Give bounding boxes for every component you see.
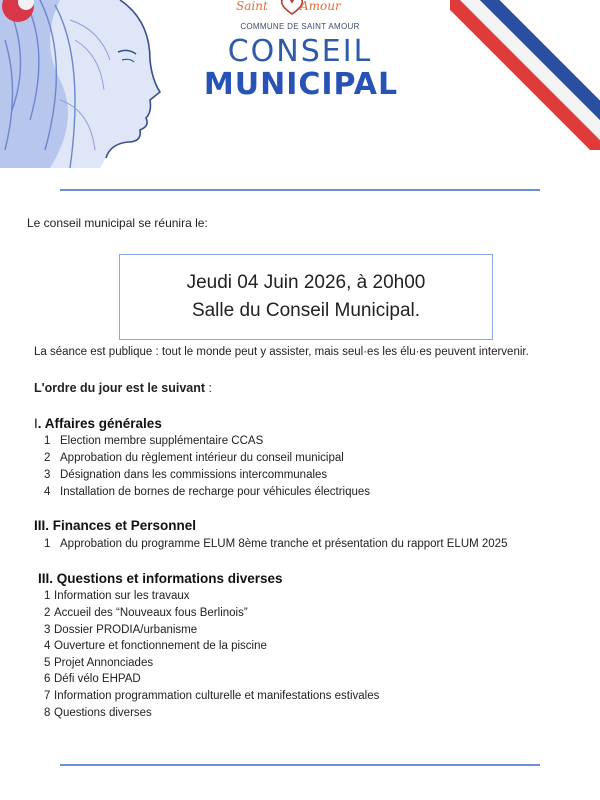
section-num-1: I	[34, 416, 38, 431]
marianne-illustration	[0, 0, 182, 168]
intro-text: Le conseil municipal se réunira le:	[27, 216, 208, 230]
section-title-text-1: . Affaires générales	[37, 416, 162, 431]
public-notice: La séance est publique : tout le monde peut y assister, mais seul·es les élu·es peuvent intervenir.	[34, 346, 529, 358]
svg-text:Saint: Saint	[236, 0, 268, 13]
list-item: 1 Approbation du programme ELUM 8ème tranche et présentation du rapport ELUM 2025	[44, 538, 508, 550]
meeting-date: Jeudi 04 Juin 2026, à 20h00	[186, 272, 426, 293]
agenda-intro-rest: :	[205, 381, 213, 395]
section-title-1	[34, 416, 162, 431]
list-item: 3 Dossier PRODIA/urbanisme	[44, 624, 198, 636]
list-item: 1 Information sur les travaux	[44, 590, 190, 602]
tricolor-ribbon	[450, 0, 600, 150]
header	[0, 0, 600, 168]
divider-top	[60, 189, 540, 191]
list-item: 5 Projet Annonciades	[44, 657, 154, 669]
commune-name: COMMUNE DE SAINT AMOUR	[240, 22, 360, 31]
agenda-intro-bold: L'ordre du jour est le suivant	[34, 381, 206, 395]
section-title-3: III. Questions et informations diverses	[38, 571, 283, 586]
section-title-2: III. Finances et Personnel	[34, 518, 197, 533]
list-item: 2 Approbation du règlement intérieur du conseil municipal	[44, 452, 344, 464]
list-item: 4 Installation de bornes de recharge pour véhicules électriques	[44, 486, 371, 498]
heart-logo	[230, 0, 350, 18]
title-conseil: CONSEIL	[227, 34, 373, 69]
title-municipal: MUNICIPAL	[203, 67, 399, 102]
list-item: 2 Accueil des “Nouveaux fous Berlinois”	[44, 607, 248, 619]
list-item: 3 Désignation dans les commissions intercommunales	[44, 469, 328, 481]
divider-bottom	[60, 764, 540, 766]
list-item: 1 Election membre supplémentaire CCAS	[44, 435, 264, 447]
list-item: 8 Questions diverses	[44, 707, 152, 719]
meeting-place: Salle du Conseil Municipal.	[191, 300, 421, 321]
list-item: 6 Défi vélo EHPAD	[44, 673, 141, 685]
agenda-intro	[34, 381, 212, 395]
svg-text:Amour: Amour	[300, 0, 341, 13]
list-item: 7 Information programmation culturelle et manifestations estivales	[44, 690, 380, 702]
list-item: 4 Ouverture et fonctionnement de la piscine	[44, 640, 267, 652]
meeting-box	[119, 254, 493, 340]
